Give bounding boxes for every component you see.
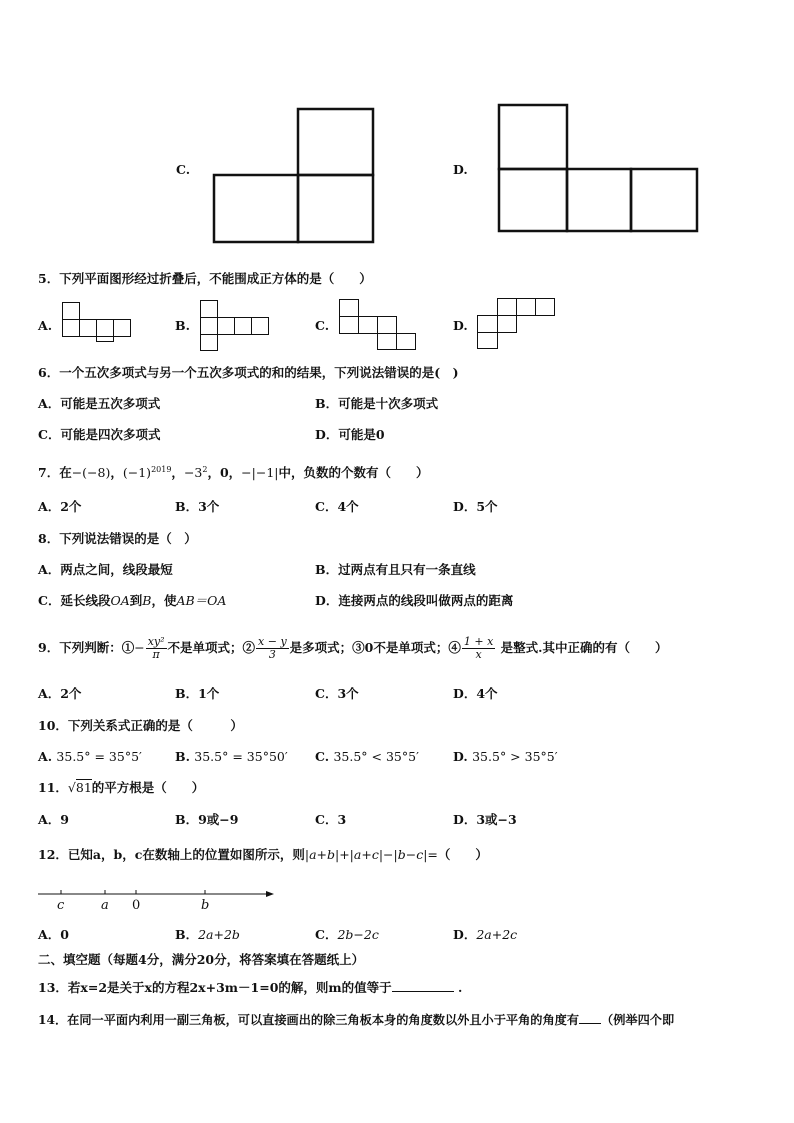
q8-option-a: A．两点之间，线段最短 bbox=[38, 562, 173, 577]
q8-option-c: C．延长线段OA到B，使AB＝OA bbox=[38, 593, 227, 608]
q4-option-c-figure bbox=[212, 107, 382, 247]
q11-option-c: C．3 bbox=[315, 812, 347, 827]
q11-option-b: B．9或−9 bbox=[175, 812, 239, 827]
q9-option-a: A．2个 bbox=[38, 686, 82, 701]
q9-stem: 9．下列判断：①− $\frac{\text{xy²}}{\pi}$ 不是单项式；② $\frac{x - y}{3}$ 是多项式；③0不是单项式；④ $\frac{1 + x}{x}$ 是整式.其中正确的有（ ） bbox=[38, 635, 668, 661]
q12-stem: 12．已知a，b，c在数轴上的位置如图所示，则|a+b|+|a+c|−|b−c|=（ ） bbox=[38, 847, 488, 862]
q11-sqrt: √81 bbox=[67, 780, 92, 795]
q5-option-d-label: D. bbox=[453, 318, 468, 333]
q7-expr-2: $(-1)^{2019}$ bbox=[122, 465, 172, 481]
q7-expr-4: −|−1| bbox=[241, 465, 279, 481]
section-2-heading: 二、填空题（每题4分，满分20分，将答案填在答题纸上） bbox=[38, 952, 365, 967]
q6-option-a: A．可能是五次多项式 bbox=[38, 396, 161, 411]
q7-expr-3: $-3^2$ bbox=[183, 465, 208, 481]
q7-option-a: A．2个 bbox=[38, 499, 82, 514]
q9-option-d: D．4个 bbox=[453, 686, 498, 701]
q6-option-c: C．可能是四次多项式 bbox=[38, 427, 161, 442]
q8-option-d: D．连接两点的线段叫做两点的距离 bbox=[315, 593, 514, 608]
q7-option-d: D．5个 bbox=[453, 499, 498, 514]
q9-option-c: C．3个 bbox=[315, 686, 359, 701]
q6-stem: 6．一个五次多项式与另一个五次多项式的和的结果，下列说法错误的是( ) bbox=[38, 365, 459, 380]
q9-fraction-3: $\frac{1 + x}{x}$ bbox=[463, 635, 494, 661]
q5-option-b-label: B. bbox=[175, 318, 190, 333]
q5-option-b-net bbox=[200, 300, 272, 352]
q14-stem: 14．在同一平面内利用一副三角板，可以直接画出的除三角板本身的角度数以外且小于平角的角度有 （例举四个即 bbox=[38, 1013, 675, 1027]
q8-stem: 8．下列说法错误的是（ ） bbox=[38, 531, 197, 546]
q5-option-c-label: C. bbox=[315, 318, 330, 333]
q10-option-c: C. 35.5° < 35°5′ bbox=[315, 749, 419, 764]
q10-option-a: A. 35.5° = 35°5′ bbox=[38, 749, 142, 764]
q7-option-b: B．3个 bbox=[175, 499, 220, 514]
q5-stem: 5．下列平面图形经过折叠后，不能围成正方体的是（ ） bbox=[38, 271, 372, 286]
q4-option-d-label: D. bbox=[453, 162, 468, 177]
q12-option-c: C．2b−2c bbox=[315, 927, 379, 942]
q11-stem: 11．√81的平方根是（ ） bbox=[38, 780, 205, 795]
q13-answer-blank[interactable] bbox=[392, 979, 454, 992]
q4-option-c-label: C. bbox=[176, 162, 191, 177]
q9-option-b: B．1个 bbox=[175, 686, 220, 701]
q5-option-a-label: A. bbox=[38, 318, 53, 333]
q10-option-d: D. 35.5° > 35°5′ bbox=[453, 749, 558, 764]
q7-option-c: C．4个 bbox=[315, 499, 359, 514]
q11-option-d: D．3或−3 bbox=[453, 812, 517, 827]
q12-option-d: D．2a+2c bbox=[453, 927, 518, 942]
q9-fraction-2: $\frac{x - y}{3}$ bbox=[258, 635, 287, 661]
q12-label-c: c bbox=[57, 898, 65, 913]
q6-option-b: B．可能是十次多项式 bbox=[315, 396, 439, 411]
q7-stem: 7．在−(−8)，$(-1)^{2019}$，$-3^2$，0，−|−1|中，负数的个数有（ ） bbox=[38, 465, 429, 481]
q5-option-d-net bbox=[477, 298, 559, 350]
q9-fraction-1: $\frac{\text{xy²}}{\pi}$ bbox=[147, 635, 165, 661]
q12-option-b: B．2a+2b bbox=[175, 927, 240, 942]
q5-option-a-net bbox=[62, 302, 134, 342]
q12-option-a: A．0 bbox=[38, 927, 69, 942]
q12-expression: |a+b|+|a+c|−|b−c|= bbox=[304, 847, 438, 862]
q5-option-c-net bbox=[339, 299, 419, 351]
q7-expr-1: −(−8) bbox=[71, 465, 111, 481]
q12-label-b: b bbox=[201, 898, 210, 913]
q13-stem: 13．若x=2是关于x的方程2x+3m－1=0的解，则m的值等于 . bbox=[38, 980, 463, 995]
q8-option-b: B．过两点有且只有一条直线 bbox=[315, 562, 476, 577]
q6-option-d: D．可能是0 bbox=[315, 427, 385, 442]
q10-stem: 10．下列关系式正确的是（ ） bbox=[38, 718, 243, 733]
q14-answer-blank[interactable] bbox=[579, 1011, 601, 1024]
q12-label-a: a bbox=[101, 898, 109, 913]
q12-label-zero: 0 bbox=[132, 898, 141, 913]
q10-option-b: B. 35.5° = 35°50′ bbox=[175, 749, 288, 764]
q4-option-d-figure bbox=[497, 103, 707, 238]
q12-number-line bbox=[38, 885, 283, 915]
q11-option-a: A．9 bbox=[38, 812, 69, 827]
